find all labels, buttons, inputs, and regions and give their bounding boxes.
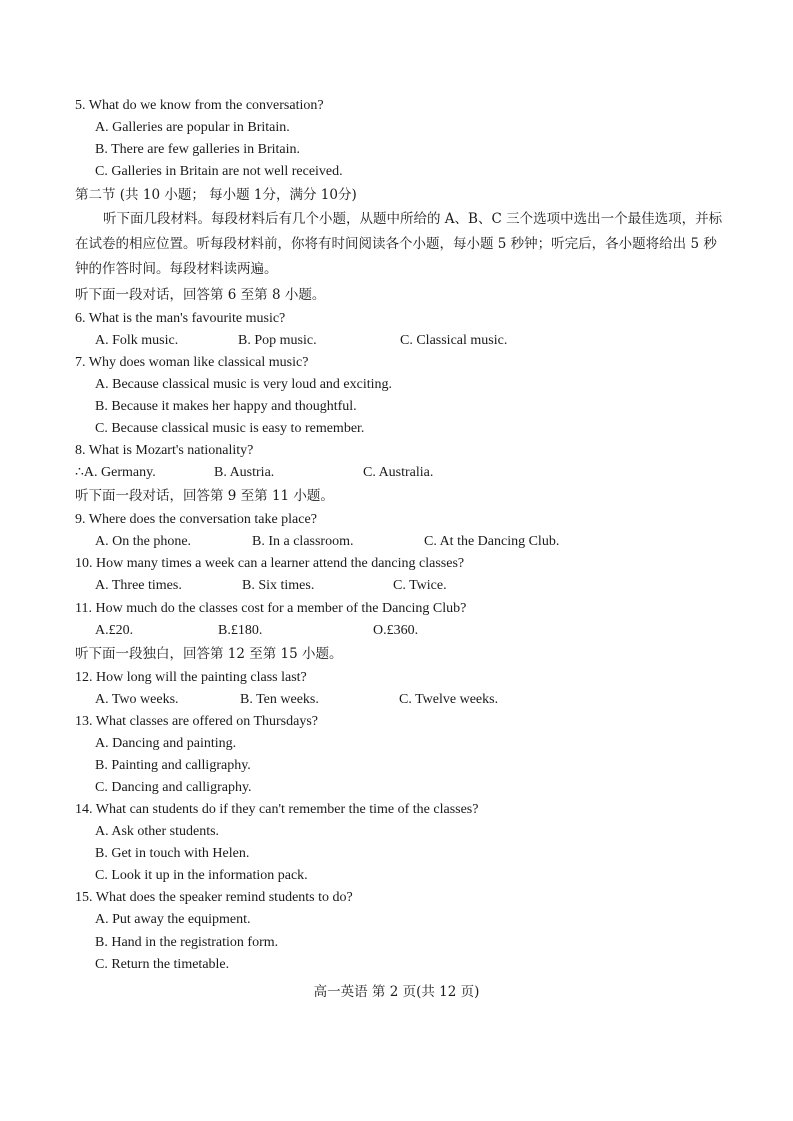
- question-8-option-b: B. Austria.: [214, 465, 275, 480]
- question-9-option-c: C. At the Dancing Club.: [424, 534, 560, 549]
- question-7-option-c: C. Because classical music is easy to remember.: [95, 421, 365, 436]
- question-6-option-c: C. Classical music.: [400, 333, 508, 348]
- question-7-stem: 7. Why does woman like classical music?: [75, 355, 309, 370]
- question-11-option-c: O.£360.: [373, 623, 419, 638]
- question-6-option-a: A. Folk music.: [95, 333, 179, 348]
- question-7-option-b: B. Because it makes her happy and thoughtful.: [95, 399, 357, 414]
- question-7-option-a: A. Because classical music is very loud and exciting.: [95, 377, 393, 392]
- question-11-stem: 11. How much do the classes cost for a member of the Dancing Club?: [75, 601, 467, 616]
- question-15-option-c: C. Return the timetable.: [95, 957, 230, 972]
- question-6-stem: 6. What is the man's favourite music?: [75, 311, 286, 326]
- section-2-heading: 第二节 (共 10 小题； 每小题 1分，满分 10分): [75, 187, 357, 203]
- question-9-option-a: A. On the phone.: [95, 534, 192, 549]
- question-12-stem: 12. How long will the painting class last?: [75, 670, 307, 685]
- question-15-option-b: B. Hand in the registration form.: [95, 935, 279, 950]
- question-13-option-a: A. Dancing and painting.: [95, 736, 237, 751]
- question-10-option-c: C. Twice.: [393, 578, 447, 593]
- group-3-intro: 听下面一段独白，回答第 12 至第 15 小题。: [75, 646, 343, 662]
- question-5-option-c: C. Galleries in Britain are not well received.: [95, 164, 343, 179]
- question-13-option-b: B. Painting and calligraphy.: [95, 758, 251, 773]
- question-13-option-c: C. Dancing and calligraphy.: [95, 780, 252, 795]
- section-2-instructions: 听下面几段材料。每段材料后有几个小题，从题中所给的 A、B、C 三个选项中选出一个最佳选项，并标在试卷的相应位置。听每段材料前，你将有时间阅读各个小题，每小题 5 秒钟；听完后，各小题将给出 5 秒钟的作答时间。每段材料读两遍。: [75, 211, 723, 277]
- question-6-option-b: B. Pop music.: [238, 333, 317, 348]
- group-2-intro: 听下面一段对话，回答第 9 至第 11 小题。: [75, 488, 334, 504]
- question-8-stem: 8. What is Mozart's nationality?: [75, 443, 254, 458]
- question-15-option-a: A. Put away the equipment.: [95, 912, 251, 927]
- question-14-stem: 14. What can students do if they can't remember the time of the classes?: [75, 802, 479, 817]
- question-10-stem: 10. How many times a week can a learner attend the dancing classes?: [75, 556, 465, 571]
- question-12-option-b: B. Ten weeks.: [240, 692, 319, 707]
- page-footer: 高一英语 第 2 页(共 12 页): [313, 984, 480, 1000]
- question-12-option-c: C. Twelve weeks.: [399, 692, 499, 707]
- question-10-option-a: A. Three times.: [95, 578, 182, 593]
- question-9-option-b: B. In a classroom.: [252, 534, 354, 549]
- question-10-option-b: B. Six times.: [242, 578, 315, 593]
- question-13-stem: 13. What classes are offered on Thursdays?: [75, 714, 318, 729]
- question-14-option-b: B. Get in touch with Helen.: [95, 846, 250, 861]
- question-8-option-c: C. Australia.: [363, 465, 434, 480]
- group-1-intro: 听下面一段对话，回答第 6 至第 8 小题。: [75, 287, 326, 303]
- question-12-option-a: A. Two weeks.: [95, 692, 179, 707]
- question-14-option-a: A. Ask other students.: [95, 824, 220, 839]
- question-5-stem: 5. What do we know from the conversation?: [75, 98, 324, 113]
- question-5-option-b: B. There are few galleries in Britain.: [95, 142, 300, 157]
- question-5-option-a: A. Galleries are popular in Britain.: [95, 120, 290, 135]
- question-8-option-a: ∴A. Germany.: [75, 465, 156, 480]
- question-9-stem: 9. Where does the conversation take place?: [75, 512, 317, 527]
- question-14-option-c: C. Look it up in the information pack.: [95, 868, 308, 883]
- question-15-stem: 15. What does the speaker remind students to do?: [75, 890, 353, 905]
- question-11-option-b: B.£180.: [218, 623, 263, 638]
- question-11-option-a: A.£20.: [95, 623, 134, 638]
